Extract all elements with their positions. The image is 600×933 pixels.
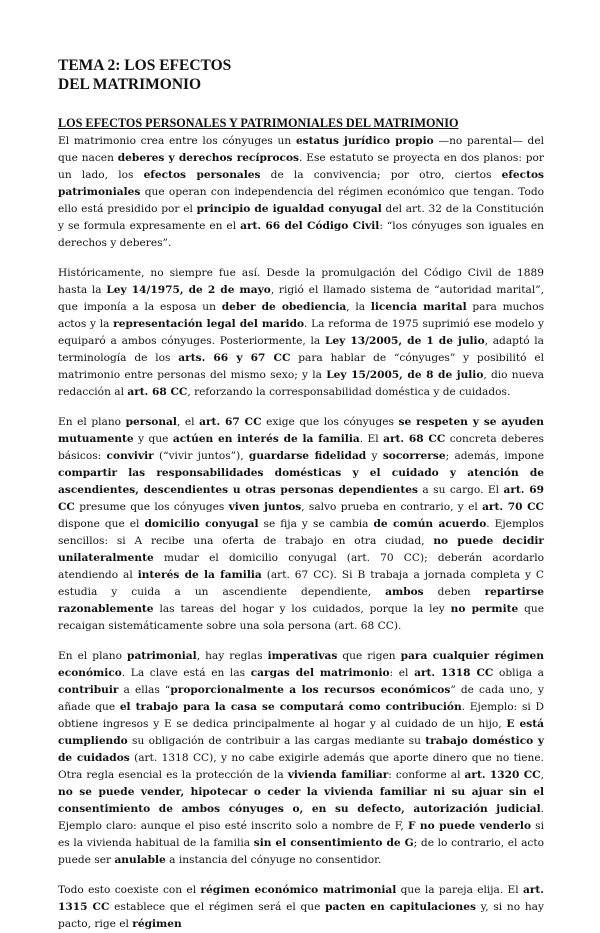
bold-term: viven juntos [228,501,302,513]
bold-term: convivir [106,450,154,462]
bold-term: Ley 15/2005, de 8 de julio [326,369,484,381]
bold-term: actúen en interés de la familia [172,433,360,445]
text-run: para hablar de “cónyuges” y posibilitó el matrimonio entre personas del mismo sexo; y la [58,352,544,381]
text-run: En el plano [58,416,126,428]
text-run: , hay reglas [196,650,268,662]
text-run: , [540,769,544,781]
text-run: que operan con independencia del régimen económico que tengan. Todo ello está presidido por el [58,186,544,215]
text-run: y, si no hay pacto, rige el [58,901,544,930]
text-run: del art. 32 de la Constitución y se formula expresamente en el [58,203,544,232]
text-run: deben [423,586,485,598]
bold-term: régimen económico matrimonial [200,884,397,896]
bold-term: patrimonial [127,650,197,662]
bold-term: contribuir [58,684,119,696]
bold-term: art. 1315 CC [58,884,544,913]
text-run: ; además, impone [445,450,544,462]
bold-term: trabajo doméstico y de cuidados [58,735,544,764]
text-run: . La clave está en las [121,667,251,679]
text-run: (“vivir juntos”), [153,450,249,462]
bold-term: art. 70 CC [482,501,544,513]
text-run: . Ese estatuto se proyecta en dos planos: por un lado, los [58,152,544,181]
text-run: presume que los cónyuges [74,501,229,513]
title-line-1: TEMA 2: LOS EFECTOS [58,57,232,74]
text-run: ” de cada uno, y añade que [58,684,544,713]
text-run: que la pareja elija. El [396,884,523,896]
text-run: que recaigan sistemáticamente sobre una sola persona (art. 68 CC). [58,603,545,632]
text-run: a instancia del cónyuge no consentidor. [165,854,382,866]
text-run: : el [389,667,415,679]
text-run: En el plano [58,650,128,662]
text-run: —no parental— del que nacen [58,135,544,164]
paragraph [58,265,544,401]
bold-term: personal [125,416,177,428]
bold-term: el trabajo para la casa se computará como contribución [119,701,462,713]
bold-term: representación legal del marido [113,318,305,330]
text-run: , reforzando la corresponsabilidad doméstica y de cuidados. [187,386,511,398]
bold-term: régimen [132,918,182,930]
text-run: que rigen [337,650,401,662]
text-run: . Ejemplo: si D obtiene ingresos y E se dedica principalmente al hogar y al cuidado de un hijo, [58,701,544,730]
text-run: a su cargo. El [417,484,504,496]
text-run: concreta deberes básicos: [58,433,544,462]
bold-term: cargas del matrimonio [250,667,390,679]
text-run: : conforme al [388,769,465,781]
text-run: y [366,450,383,462]
bold-term: ambos [385,586,424,598]
bold-term: de común acuerdo [373,518,487,530]
text-run: , adaptó la terminología de los [58,335,545,364]
text-run: (art. 1318 CC), y no cabe exigirle además que aporte dinero que no tiene. Otra regla esencial es la protección de la [58,752,544,781]
bold-term: art. 1320 CC [464,769,541,781]
text-run: . Ejemplos sencillos: si A recibe una oferta de trabajo en otra ciudad, [58,518,544,547]
bold-term: no permite [450,603,519,615]
bold-term: art. 69 CC [58,484,544,513]
page-title [58,56,544,94]
text-run: , rigió el llamado sistema de “autoridad marital”, que imponía a la esposa un [58,284,544,313]
text-run: El matrimonio crea entre los cónyuges un [58,135,296,147]
bold-term: art. 68 CC [383,433,446,445]
text-run: , la [346,301,371,313]
text-run: . El [359,433,384,445]
text-run: , el [176,416,200,428]
bold-term: proporcionalmente a los recursos económicos [170,684,451,696]
bold-term: domicilio conyugal [144,518,259,530]
bold-term: no se puede vender, hipotecar o ceder la vivienda familiar ni su ajuar sin el consentimiento de ambos cónyuges o, en su defecto, autorización judicial [58,786,544,815]
bold-term: principio de igualdad conyugal [196,203,382,215]
text-run: : “los cónyuges son iguales en derechos y deberes”. [58,220,544,249]
text-run: mudar el domicilio conyugal (art. 70 CC); deberán acordarlo atendiendo al [58,552,544,581]
bold-term: no puede decidir unilateralmente [58,535,544,564]
paragraph [58,648,544,869]
bold-term: se respeten y se ayuden mutuamente [58,416,544,445]
bold-term: sin el consentimiento de G [253,837,414,849]
bold-term: art. 68 CC [127,386,188,398]
bold-term: efectos personales [143,169,261,181]
bold-term: socorrerse [382,450,446,462]
title-line-2: DEL MATRIMONIO [58,76,202,93]
text-run: . La reforma de 1975 suprimió ese modelo y equiparó a ambos cónyuges. Posteriormente, la [58,318,544,347]
bold-term: arts. 66 y 67 CC [178,352,291,364]
bold-term: repartirse razonablemente [58,586,544,615]
text-run: exige que los cónyuges [261,416,399,428]
paragraph [58,133,544,252]
bold-term: compartir las responsabilidades domésticas y el cuidado y atención de ascendientes, descendientes u otras personas dependientes [58,467,544,496]
bold-term: art. 66 del Código Civil [240,220,380,232]
bold-term: art. 1318 CC [414,667,494,679]
bold-term: imperativas [267,650,338,662]
paragraph [58,414,544,635]
text-run: Históricamente, no siempre fue así. Desde la promulgación del Código Civil de 1889 hasta la [58,267,544,296]
text-run: a ellas “ [118,684,171,696]
bold-term: F no puede venderlo [407,820,532,832]
document-page [58,56,544,933]
bold-term: art. 67 CC [199,416,262,428]
bold-term: licencia marital [370,301,467,313]
bold-term: interés de la familia [137,569,262,581]
text-run: (art. 67 CC). Si B trabaja a jornada completa y C estudia y cuida a un ascendiente dependiente, [58,569,544,598]
text-run: . Ejemplo claro: aunque el piso esté inscrito solo a nombre de F, [58,803,544,832]
text-run: se fija y se cambia [258,518,374,530]
text-run: y que [133,433,173,445]
text-run: si es la vivienda habitual de la familia [58,820,544,849]
bold-term: pacten en capitulaciones [325,901,476,913]
paragraph [58,882,544,933]
bold-term: Ley 14/1975, de 2 de mayo [106,284,271,296]
section-heading: LOS EFECTOS PERSONALES Y PATRIMONIALES DEL MATRIMONIO [58,116,459,130]
bold-term: para cualquier régimen económico [58,650,544,679]
text-run: de la convivencia; por otro, ciertos [260,169,502,181]
text-run: establece que el régimen será el que [109,901,326,913]
bold-term: vivienda familiar [287,769,389,781]
text-run: su obligación de contribuir a las cargas mediante su [127,735,426,747]
body-text [58,133,544,933]
text-run: , dio nueva redacción al [58,369,545,398]
bold-term: deber de obediencia [221,301,347,313]
bold-term: estatus jurídico propio [295,135,434,147]
bold-term: deberes y derechos recíprocos [117,152,300,164]
bold-term: Ley 13/2005, de 1 de julio [324,335,485,347]
bold-term: anulable [114,854,166,866]
bold-term: E está cumpliendo [58,718,544,747]
text-run: ; de lo contrario, el acto puede ser [58,837,544,866]
text-run: las tareas del hogar y los cuidados, porque la ley [153,603,451,615]
text-run: obliga a [493,667,544,679]
bold-term: efectos patrimoniales [58,169,544,198]
text-run: , salvo prueba en contrario, y el [301,501,483,513]
bold-term: guardarse fidelidad [248,450,367,462]
text-run: Todo esto coexiste con el [58,884,201,896]
text-run: para muchos actos y la [58,301,545,330]
text-run: dispone que el [58,518,145,530]
